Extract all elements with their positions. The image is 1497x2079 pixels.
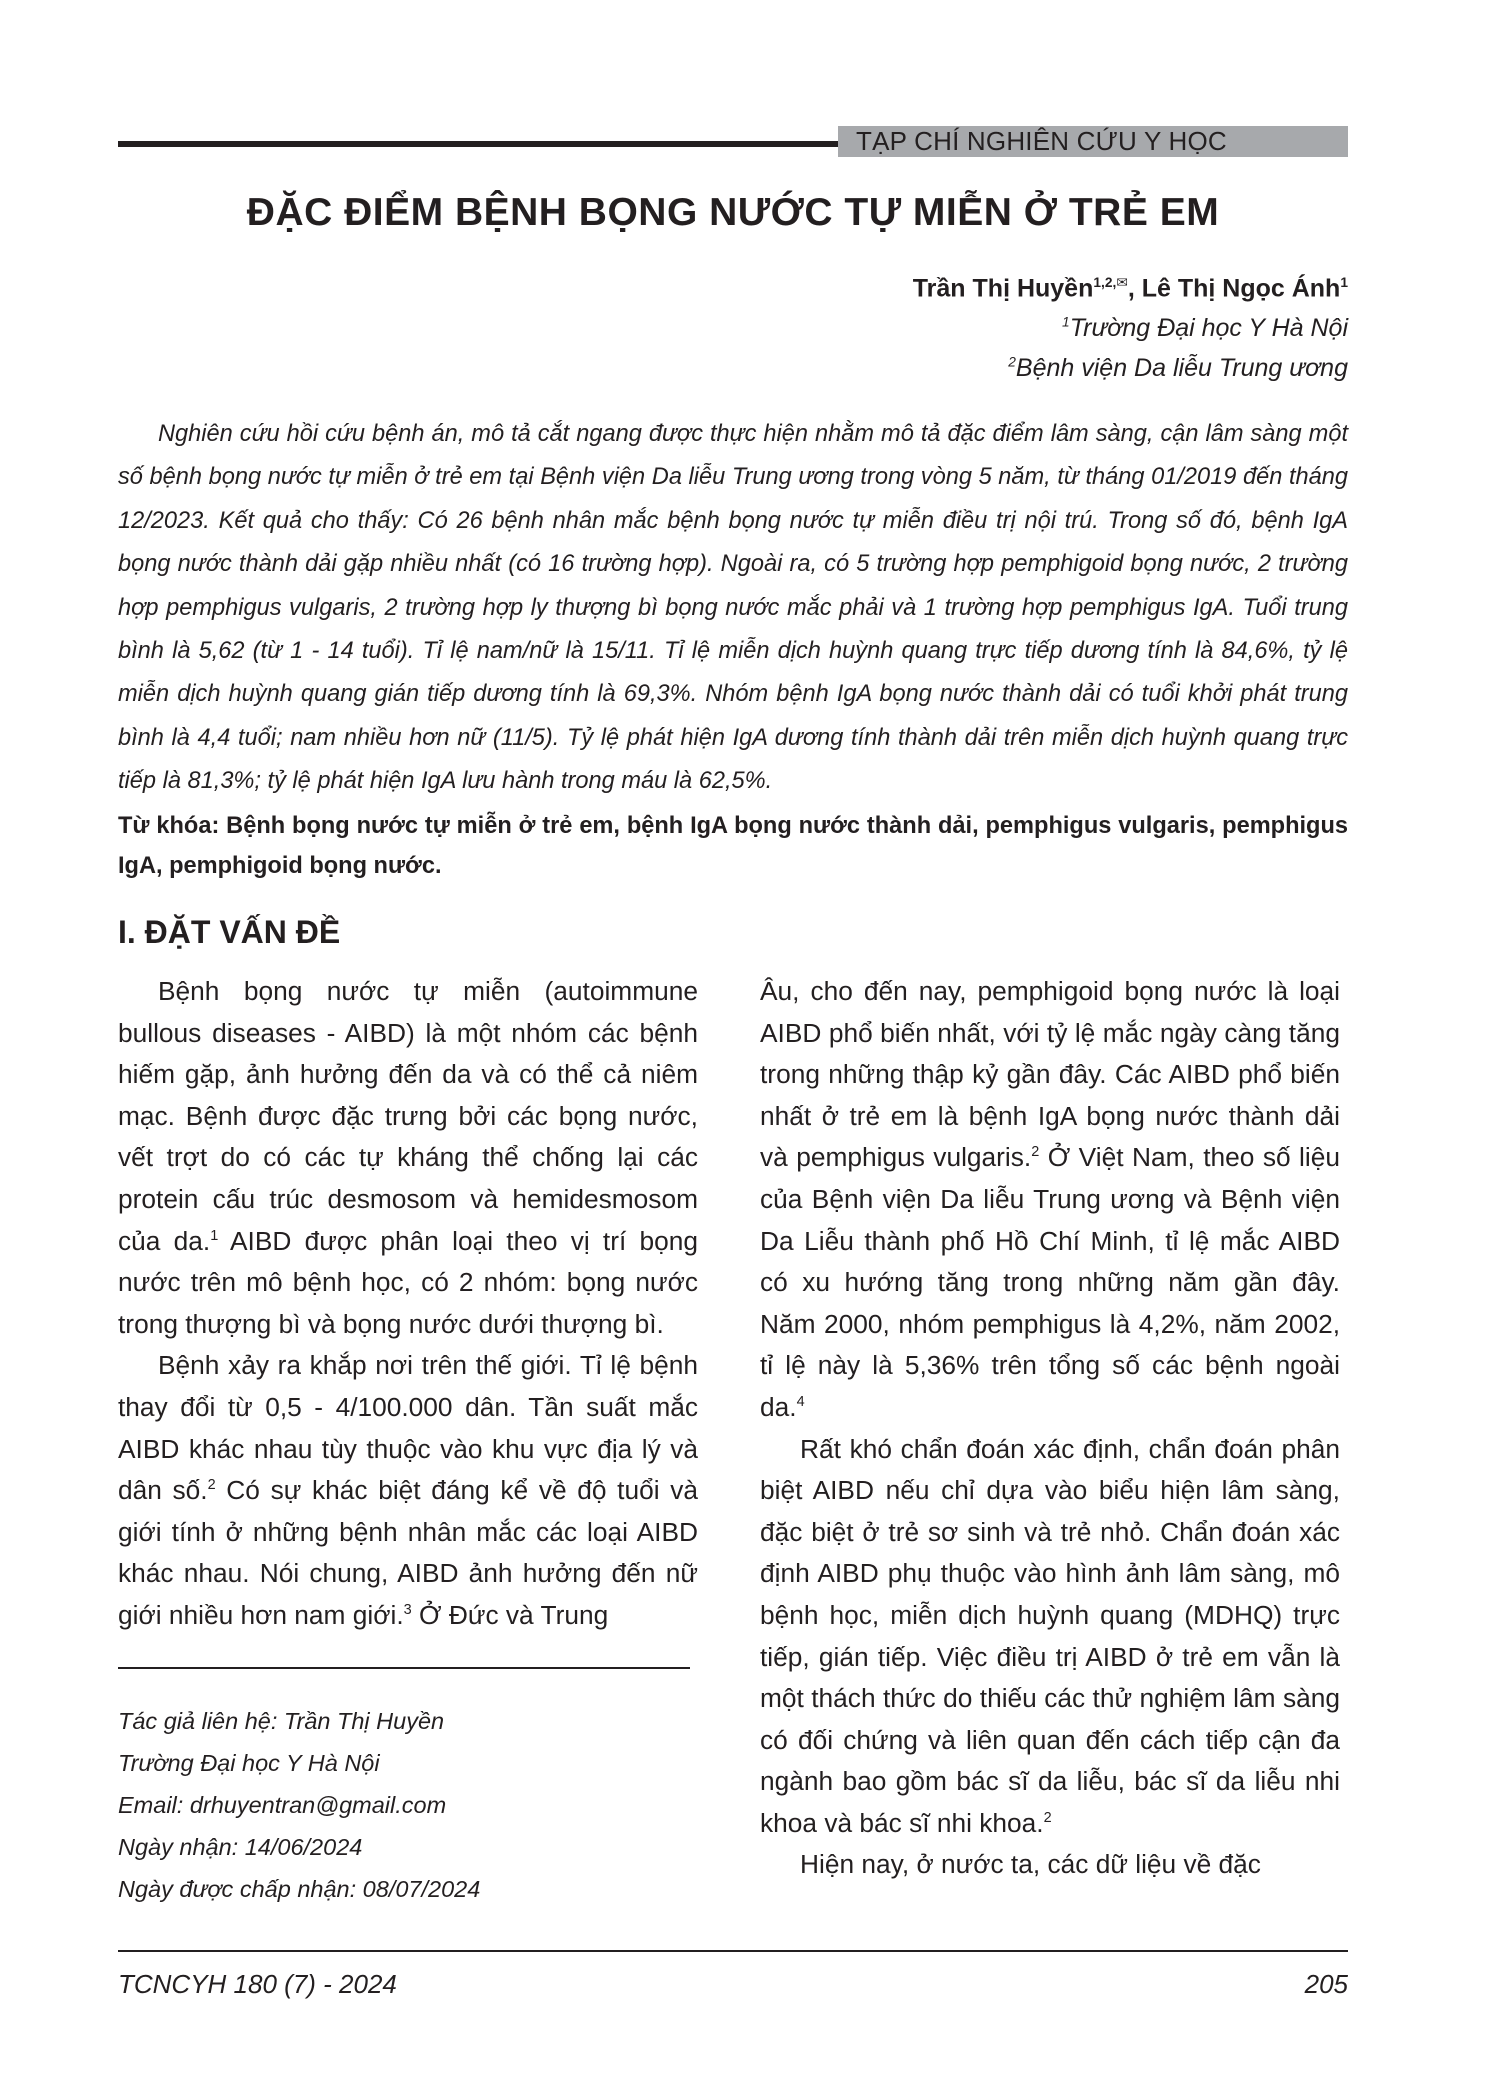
abstract-text: Nghiên cứu hồi cứu bệnh án, mô tả cắt ngang được thực hiện nhằm mô tả đặc điểm lâm sàng, cận lâm sàng một số bệnh bọng nước tự miễn ở trẻ em tại Bệnh viện Da liễu Trung ương trong vòng 5 năm, từ tháng 01/2019 đến tháng 12/2023. Kết quả cho thấy: Có 26 bệnh nhân mắc bệnh bọng nước tự miễn điều trị nội trú. Trong số đó, bệnh IgA bọng nước thành dải gặp nhiều nhất (có 16 trường hợp). Ngoài ra, có 5 trường hợp pemphigoid bọng nước, 2 trường hợp pemphigus vulgaris, 2 trường hợp ly thượng bì bọng nước mắc phải và 1 trường hợp pemphigus IgA. Tuổi trung bình là 5,62 (từ 1 - 14 tuổi). Tỉ lệ nam/nữ là 15/11. Tỉ lệ miễn dịch huỳnh quang trực tiếp dương tính là 84,6%, tỷ lệ miễn dịch huỳnh quang gián tiếp dương tính là 69,3%. Nhóm bệnh IgA bọng nước thành dải có tuổi khởi phát trung bình là 4,4 tuổi; nam nhiều hơn nữ (11/5). Tỷ lệ phát hiện IgA dương tính thành dải trên miễn dịch huỳnh quang trực tiếp là 81,3%; tỷ lệ phát hiện IgA lưu hành trong máu là 62,5%. — [118, 421, 1348, 795]
citation: 4 — [796, 1394, 805, 1411]
received-date: Ngày nhận: 14/06/2024 — [118, 1834, 363, 1860]
header-rule — [118, 141, 838, 147]
abstract — [118, 413, 1348, 804]
text-run: Âu, cho đến nay, pemphigoid bọng nước là loại AIBD phổ biến nhất, với tỷ lệ mắc ngày càng tăng trong những thập kỷ gần đây. Các AIBD phổ biến nhất ở trẻ em là bệnh IgA bọng nước thành dải và pemphigus vulgaris. — [760, 976, 1340, 1173]
corresponding-author: Tác giả liên hệ: Trần Thị Huyền — [118, 1708, 445, 1734]
corresponding-email: Email: drhuyentran@gmail.com — [118, 1792, 447, 1818]
footer-rule — [118, 1950, 1348, 1952]
citation: 2 — [207, 1477, 216, 1494]
article-title: ĐẶC ĐIỂM BỆNH BỌNG NƯỚC TỰ MIỄN Ở TRẺ EM — [246, 191, 1220, 234]
paragraph — [760, 1429, 1340, 1845]
text-run: AIBD được phân loại theo vị trí bọng nước trên mô bệnh học, có 2 nhóm: bọng nước trong thượng bì và bọng nước dưới thượng bì. — [118, 1225, 698, 1339]
text-run: Rất khó chẩn đoán xác định, chẩn đoán phân biệt AIBD nếu chỉ dựa vào biểu hiện lâm sàng, đặc biệt ở trẻ sơ sinh và trẻ nhỏ. Chẩn đoán xác định AIBD phụ thuộc vào hình ảnh lâm sàng, mô bệnh học, miễn dịch huỳnh quang (MDHQ) trực tiếp, gián tiếp. Việc điều trị AIBD ở trẻ em vẫn là một thách thức do thiếu các thử nghiệm lâm sàng có đối chứng và liên quan đến cách tiếp cận đa ngành bao gồm bác sĩ da liễu, bác sĩ da liễu nhi khoa và bác sĩ nhi khoa. — [760, 1433, 1340, 1838]
text-run: Bệnh bọng nước tự miễn (autoimmune bullous diseases - AIBD) là một nhóm các bệnh hiếm gặp, ảnh hưởng đến da và có thể cả niêm mạc. Bệnh được đặc trưng bởi các bọng nước, vết trợt do có các tự kháng thể chống lại các protein cấu trúc desmosom và hemidesmosom của da. — [118, 976, 698, 1256]
author-1: Trần Thị Huyền — [912, 274, 1094, 303]
citation: 2 — [1031, 1144, 1040, 1161]
keywords: Từ khóa: Bệnh bọng nước tự miễn ở trẻ em, bệnh IgA bọng nước thành dải, pemphigus vulgaris, pemphigus IgA, pemphigoid bọng nước. — [118, 813, 1348, 879]
page-number: 205 — [1304, 1969, 1348, 1999]
author-1-affiliation: 1,2, — [1093, 275, 1117, 290]
section-title: I. ĐẶT VẤN ĐỀ — [118, 914, 341, 950]
text-run: Ở Đức và Trung — [411, 1599, 609, 1630]
affiliation-2-text: Bệnh viện Da liễu Trung ương — [1015, 354, 1348, 383]
journal-name: TẠP CHÍ NGHIÊN CỨU Y HỌC — [838, 126, 1348, 157]
affiliation-2 — [913, 348, 1348, 388]
authors-block — [913, 263, 1348, 388]
affiliation-1-number: 1 — [1062, 315, 1070, 330]
affiliation-1-text: Trường Đại học Y Hà Nội — [1069, 314, 1348, 343]
author-2-affiliation: 1 — [1340, 275, 1348, 290]
footnote-rule — [118, 1667, 690, 1669]
envelope-icon: ✉ — [1116, 275, 1128, 290]
citation: 1 — [210, 1227, 219, 1244]
paragraph — [760, 971, 1340, 1429]
text-run: Có sự khác biệt đáng kể về độ tuổi và giới tính ở những bệnh nhân mắc các loại AIBD khác nhau. Nói chung, AIBD ảnh hưởng đến nữ giới nhiều hơn nam giới. — [118, 1475, 698, 1630]
paragraph — [118, 971, 698, 1345]
affiliation-1 — [913, 308, 1348, 348]
text-run: Bệnh xảy ra khắp nơi trên thế giới. Tỉ lệ bệnh thay đổi từ 0,5 - 4/100.000 dân. Tần suất mắc AIBD khác nhau tùy thuộc vào khu vực địa lý và dân số. — [118, 1350, 698, 1506]
affiliation-2-number: 2 — [1008, 355, 1016, 370]
citation: 2 — [1043, 1810, 1052, 1827]
left-column — [118, 971, 698, 1637]
text-run: Ở Việt Nam, theo số liệu của Bệnh viện Da liễu Trung ương và Bệnh viện Da Liễu thành phố Hồ Chí Minh, tỉ lệ mắc AIBD có xu hướng tăng trong những năm gần đây. Năm 2000, nhóm pemphigus là 4,2%, năm 2002, tỉ lệ này là 5,36% trên tổng số các bệnh ngoài da. — [760, 1142, 1340, 1422]
author-names — [913, 263, 1348, 308]
paragraph — [118, 1345, 698, 1636]
correspondence-block — [118, 1700, 480, 1910]
journal-issue: TCNCYH 180 (7) - 2024 — [118, 1969, 397, 1999]
paragraph: Hiện nay, ở nước ta, các dữ liệu về đặc — [800, 1849, 1261, 1880]
corresponding-affiliation: Trường Đại học Y Hà Nội — [118, 1750, 380, 1776]
right-column — [760, 971, 1340, 1886]
citation: 3 — [403, 1602, 412, 1619]
author-2: , Lê Thị Ngọc Ánh — [1127, 274, 1341, 303]
accepted-date: Ngày được chấp nhận: 08/07/2024 — [118, 1876, 481, 1902]
